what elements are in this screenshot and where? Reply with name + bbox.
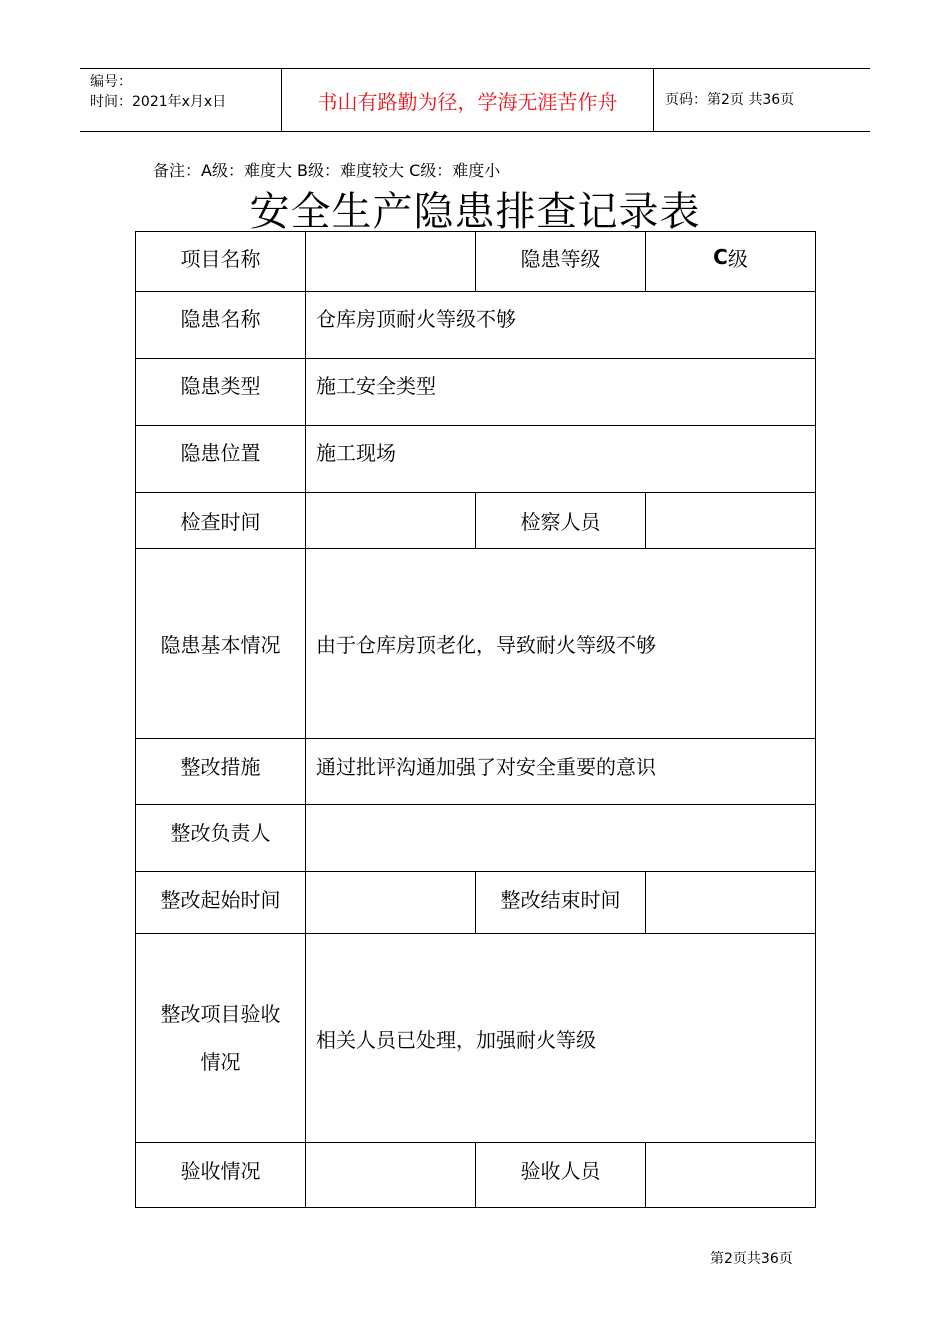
header-motto: 书山有路勤为径，学海无涯苦作舟: [282, 69, 654, 131]
hazard-grade-suffix: 级: [727, 246, 748, 271]
acceptor-label: 验收人员: [520, 1158, 601, 1183]
inspector-value[interactable]: [646, 493, 815, 548]
hazard-name-value[interactable]: 仓库房顶耐火等级不够: [316, 306, 516, 331]
basic-situation-value[interactable]: 由于仓库房顶老化，导致耐火等级不够: [316, 633, 656, 657]
check-time-value[interactable]: [306, 493, 475, 548]
hazard-grade-value[interactable]: [646, 232, 815, 282]
grade-note: 备注：A级：难度大 B级：难度较大 C级：难度小: [153, 161, 501, 180]
page-footer: 第2页共36页: [710, 1251, 793, 1267]
header-meta: [80, 69, 282, 131]
rectify-owner-value[interactable]: [306, 805, 815, 857]
rectify-start-value[interactable]: [306, 872, 475, 924]
check-time-label: 检查时间: [180, 510, 261, 534]
inspector-label: 检察人员: [520, 510, 601, 534]
acceptance-detail-label: [136, 934, 305, 1142]
hazard-type-label: 隐患类型: [180, 373, 261, 398]
project-name-value[interactable]: [306, 232, 475, 282]
time-label: 时间：2021年x月x日: [90, 94, 227, 110]
hazard-type-value[interactable]: 施工安全类型: [316, 373, 436, 398]
hazard-record-table: [135, 231, 816, 1208]
acceptance-value[interactable]: [306, 1143, 475, 1195]
serial-label: 编号：: [90, 74, 132, 90]
rectify-measures-value[interactable]: 通过批评沟通加强了对安全重要的意识: [316, 754, 656, 779]
acceptance-detail-label-line2: 情况: [200, 1050, 241, 1074]
hazard-location-label: 隐患位置: [180, 440, 261, 465]
hazard-grade-label: 隐患等级: [520, 246, 601, 271]
rectify-measures-label: 整改措施: [180, 754, 261, 779]
rectify-owner-label: 整改负责人: [170, 820, 271, 845]
hazard-name-label: 隐患名称: [180, 306, 261, 331]
hazard-grade-letter: C: [713, 245, 728, 269]
acceptance-label: 验收情况: [180, 1158, 261, 1183]
project-name-label: 项目名称: [180, 246, 261, 271]
hazard-location-value[interactable]: 施工现场: [316, 440, 396, 465]
basic-situation-label: 隐患基本情况: [160, 633, 281, 657]
acceptance-detail-label-line1: 整改项目验收: [160, 1002, 281, 1026]
page-title: 安全生产隐患排查记录表: [249, 189, 701, 235]
rectify-end-label: 整改结束时间: [500, 887, 621, 912]
page-header: [80, 68, 870, 132]
acceptance-detail-value[interactable]: 相关人员已处理，加强耐火等级: [316, 1027, 596, 1052]
acceptor-value[interactable]: [646, 1143, 815, 1195]
rectify-end-value[interactable]: [646, 872, 815, 924]
rectify-start-label: 整改起始时间: [160, 887, 281, 912]
header-page-info: 页码：第2页 共36页: [665, 92, 795, 108]
